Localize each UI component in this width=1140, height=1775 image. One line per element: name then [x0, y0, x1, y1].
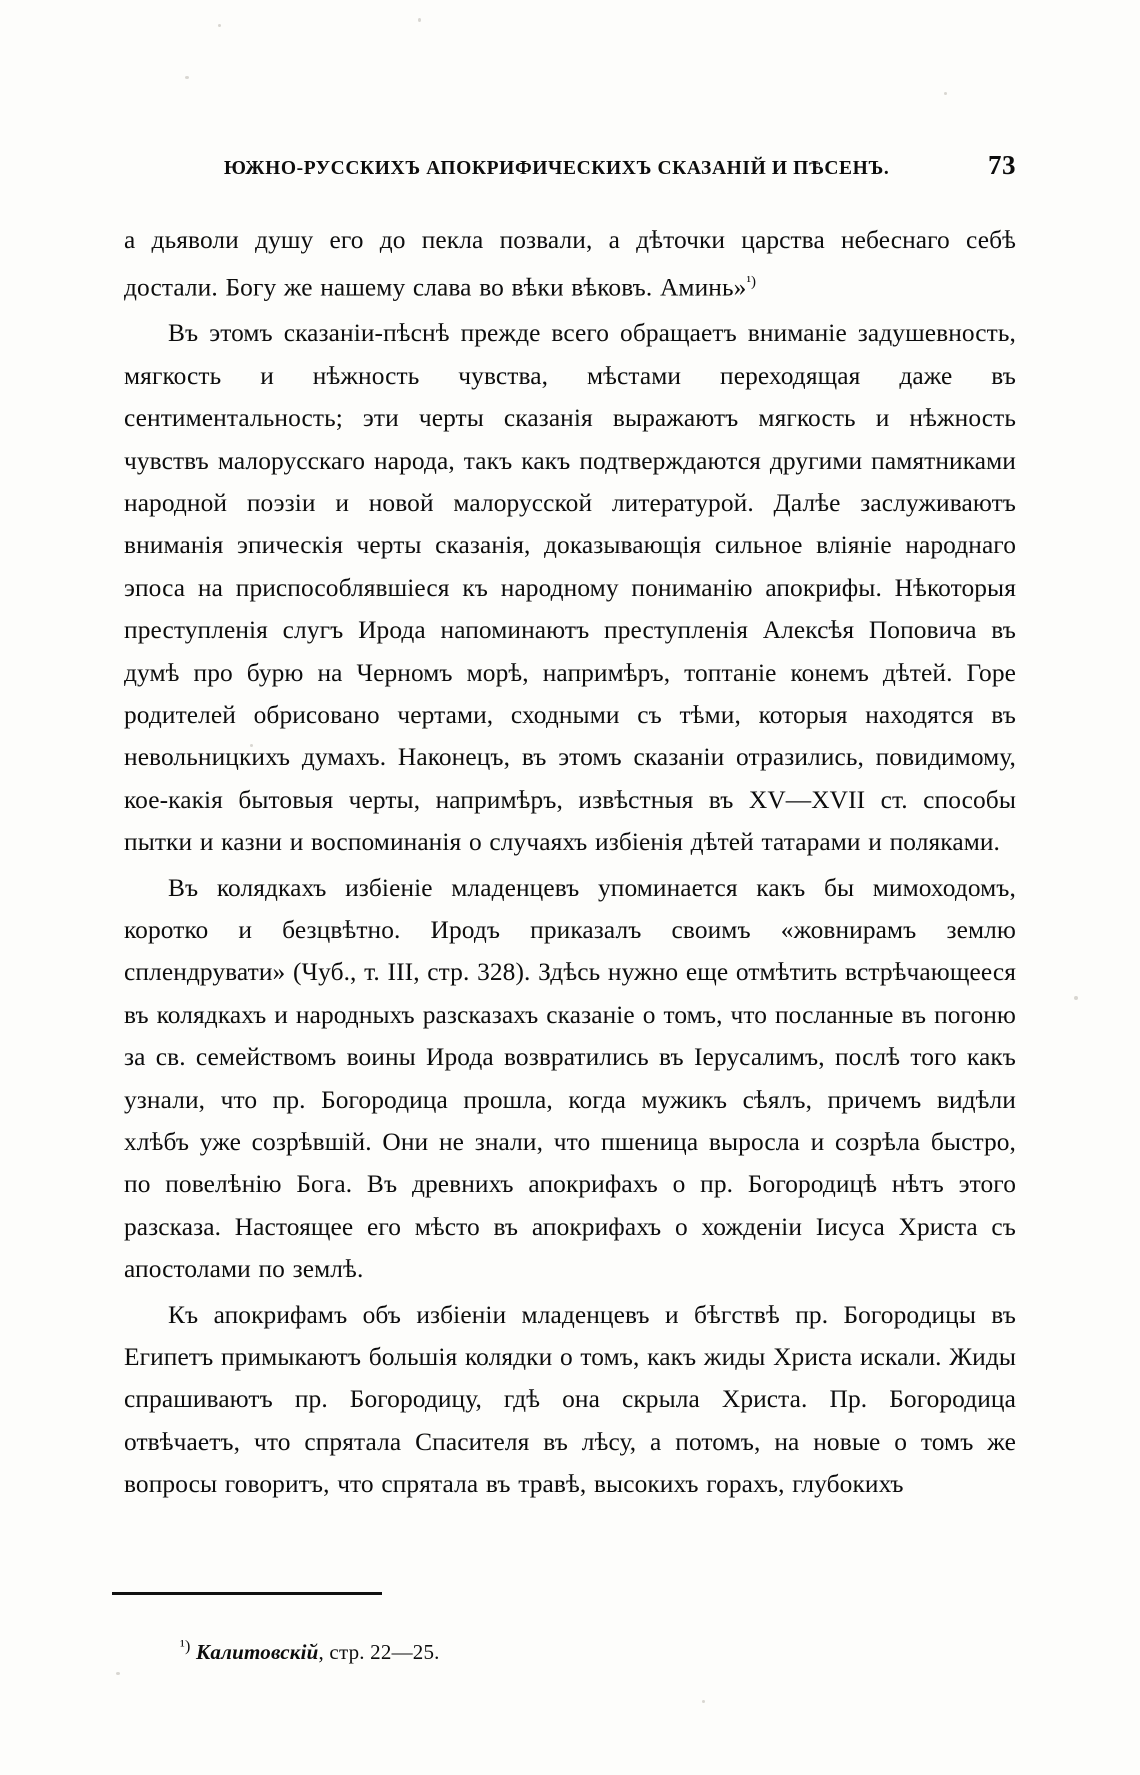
paragraph-3: Въ колядкахъ избіеніе младенцевъ упоминается какъ бы мимоходомъ, коротко и безцвѣтно. Иродъ приказалъ своимъ «жовнирамъ землю сплендрувати» (Чуб., т. III, стр. 328). Здѣсь нужно еще отмѣтить встрѣчающееся въ колядкахъ и народныхъ разсказахъ сказаніе о томъ, что посланные въ погоню за св. семействомъ воины Ирода возвратились въ Іерусалимъ, послѣ того какъ узнали, что пр. Богородица прошла, когда мужикъ сѣялъ, причемъ видѣли хлѣбъ уже созрѣвшій. Они не знали, что пшеница выросла и созрѣла быстро, по повелѣнію Бога. Въ древнихъ апокрифахъ о пр. Богородицѣ нѣтъ этого разсказа. Настоящее его мѣсто въ апокрифахъ о хожденіи Іисуса Христа съ апостолами по землѣ.	[124, 873, 1016, 1284]
running-title: ЮЖНО-РУССКИХЪ АПОКРИФИЧЕСКИХЪ СКАЗАНІЙ И ПѢСЕНЪ.	[224, 158, 890, 179]
paper-speck	[418, 18, 421, 22]
paper-speck	[185, 76, 189, 79]
footnote	[180, 1638, 440, 1665]
paragraph-2: Въ этомъ сказаніи-пѣснѣ прежде всего обращаетъ вниманіе задушевность, мягкость и нѣжность чувства, мѣстами переходящая даже въ сентиментальность; эти черты сказанія выражаютъ мягкость и нѣжность чувствъ малорусскаго народа, такъ какъ подтверждаются другими памятниками народной поэзіи и новой малорусской литературой. Далѣе заслуживаютъ вниманія эпическія черты сказанія, доказывающія сильное вліяніе народнаго эпоса на приспособлявшіеся къ народному пониманію апокрифы. Нѣкоторыя преступленія слугъ Ирода напоминаютъ преступленія Алексѣя Поповича въ думѣ про бурю на Черномъ морѣ, напримѣръ, топтаніе конемъ дѣтей. Горе родителей обрисовано чертами, сходными съ тѣми, которыя находятся въ невольницкихъ думахъ. Наконецъ, въ этомъ сказаніи отразились, повидимому, кое-какія бытовыя черты, напримѣръ, извѣстныя въ XV—XVII ст. способы пытки и казни и воспоминанія о случаяхъ избіенія дѣтей татарами и поляками.	[124, 319, 1016, 857]
footnote-citation: Калитовскій	[195, 1640, 319, 1664]
paper-speck	[1074, 996, 1078, 1000]
running-head	[224, 150, 1016, 181]
footnote-text: , стр. 22—25.	[318, 1640, 440, 1664]
page-number: 73	[988, 150, 1016, 180]
footnote-marker: ¹)	[180, 1638, 191, 1655]
paragraph-1	[124, 219, 1016, 309]
footnote-separator	[112, 1592, 382, 1595]
page-content	[124, 150, 1016, 1509]
paper-speck	[218, 24, 221, 27]
paragraph-4: Къ апокрифамъ объ избіеніи младенцевъ и бѣгствѣ пр. Богородицы въ Египетъ примыкаютъ большія колядки о томъ, какъ жиды Христа искали. Жиды спрашиваютъ пр. Богородицу, гдѣ она скрыла Христа. Пр. Богородица отвѣчаетъ, что спрятала Спасителя въ лѣсу, а потомъ, на новые о томъ же вопросы говоритъ, что спрятала въ травѣ, высокихъ горахъ, глубокихъ	[124, 1300, 1016, 1499]
paper-speck	[944, 92, 947, 95]
footnote-reference: ¹)	[746, 274, 757, 291]
paper-speck	[702, 1700, 705, 1703]
paper-speck	[116, 1672, 120, 1675]
paragraph-1-text: а дьяволи душу его до пекла позвали, а дѣточки царства небеснаго себѣ достали. Богу же нашему слава во вѣки вѣковъ. Аминь»	[124, 226, 1016, 302]
